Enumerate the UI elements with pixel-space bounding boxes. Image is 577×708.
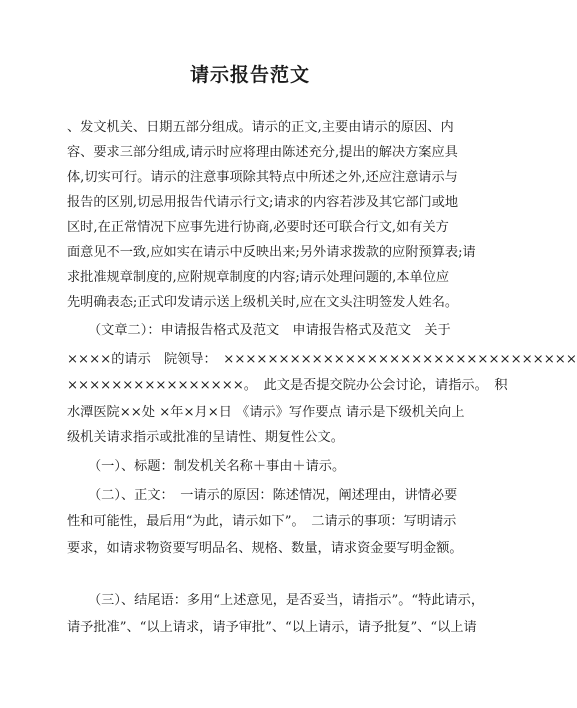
body-line: 求批准规章制度的,应附规章制度的内容;请示处理问题的,本单位应 [67, 270, 450, 285]
body-line: 水潭医院××处 ×年×月×日 《请示》写作要点 请示是下级机关向上 [67, 405, 465, 420]
body-line: 容、要求三部分组成,请示时应将理由陈述充分,提出的解决方案应具 [67, 145, 458, 160]
body-line: 性和可能性，最后用“为此，请示如下”。 二请示的事项：写明请示 [67, 514, 457, 529]
body-line: 先明确表态;正式印发请示送上级机关时,应在文头注明签发人姓名。 [67, 295, 459, 310]
body-line: 面意见不一致,应如实在请示中反映出来;另外请求拨款的应附预算表;请 [67, 245, 476, 260]
body-line: （二）、正文： 一请示的原因：陈述情况，阐述理由，讲情必要 [88, 488, 458, 503]
body-line: 要求，如请求物资要写明品名、规格、数量，请求资金要写明金额。 [67, 541, 463, 556]
body-line: ××××的请示 院领导： ×××××××××××××××××××××××××××××××× [67, 352, 577, 367]
body-line: （一）、标题：制发机关名称＋事由＋请示。 [88, 459, 346, 474]
body-line: 体,切实可行。请示的注意事项除其特点中所述之外,还应注意请示与 [67, 170, 458, 185]
body-line: 报告的区别,切忌用报告代请示行文;请求的内容若涉及其它部门或地 [67, 195, 459, 210]
body-line: 级机关请求指示或批准的呈请性、期复性公文。 [67, 430, 344, 445]
body-line: ××××××××××××××××。 此文是否提交院办公会讨论，请指示。 积 [67, 378, 508, 393]
body-line: （文章二）：申请报告格式及范文 申请报告格式及范文 关于 [88, 323, 451, 338]
body-line: 请予批准”、“以上请求，请予审批”、“以上请示，请予批复”、“以上请 [67, 620, 477, 635]
body-line: 区时,在正常情况下应事先进行协商,必要时还可联合行文,如有关方 [67, 220, 449, 235]
body-line: （三）、结尾语：多用“上述意见，是否妥当，请指示”。“特此请示， [88, 593, 485, 608]
page-title: 请示报告范文 [189, 64, 310, 86]
body-line: 、发文机关、日期五部分组成。请示的正文,主要由请示的原因、内 [67, 120, 454, 135]
